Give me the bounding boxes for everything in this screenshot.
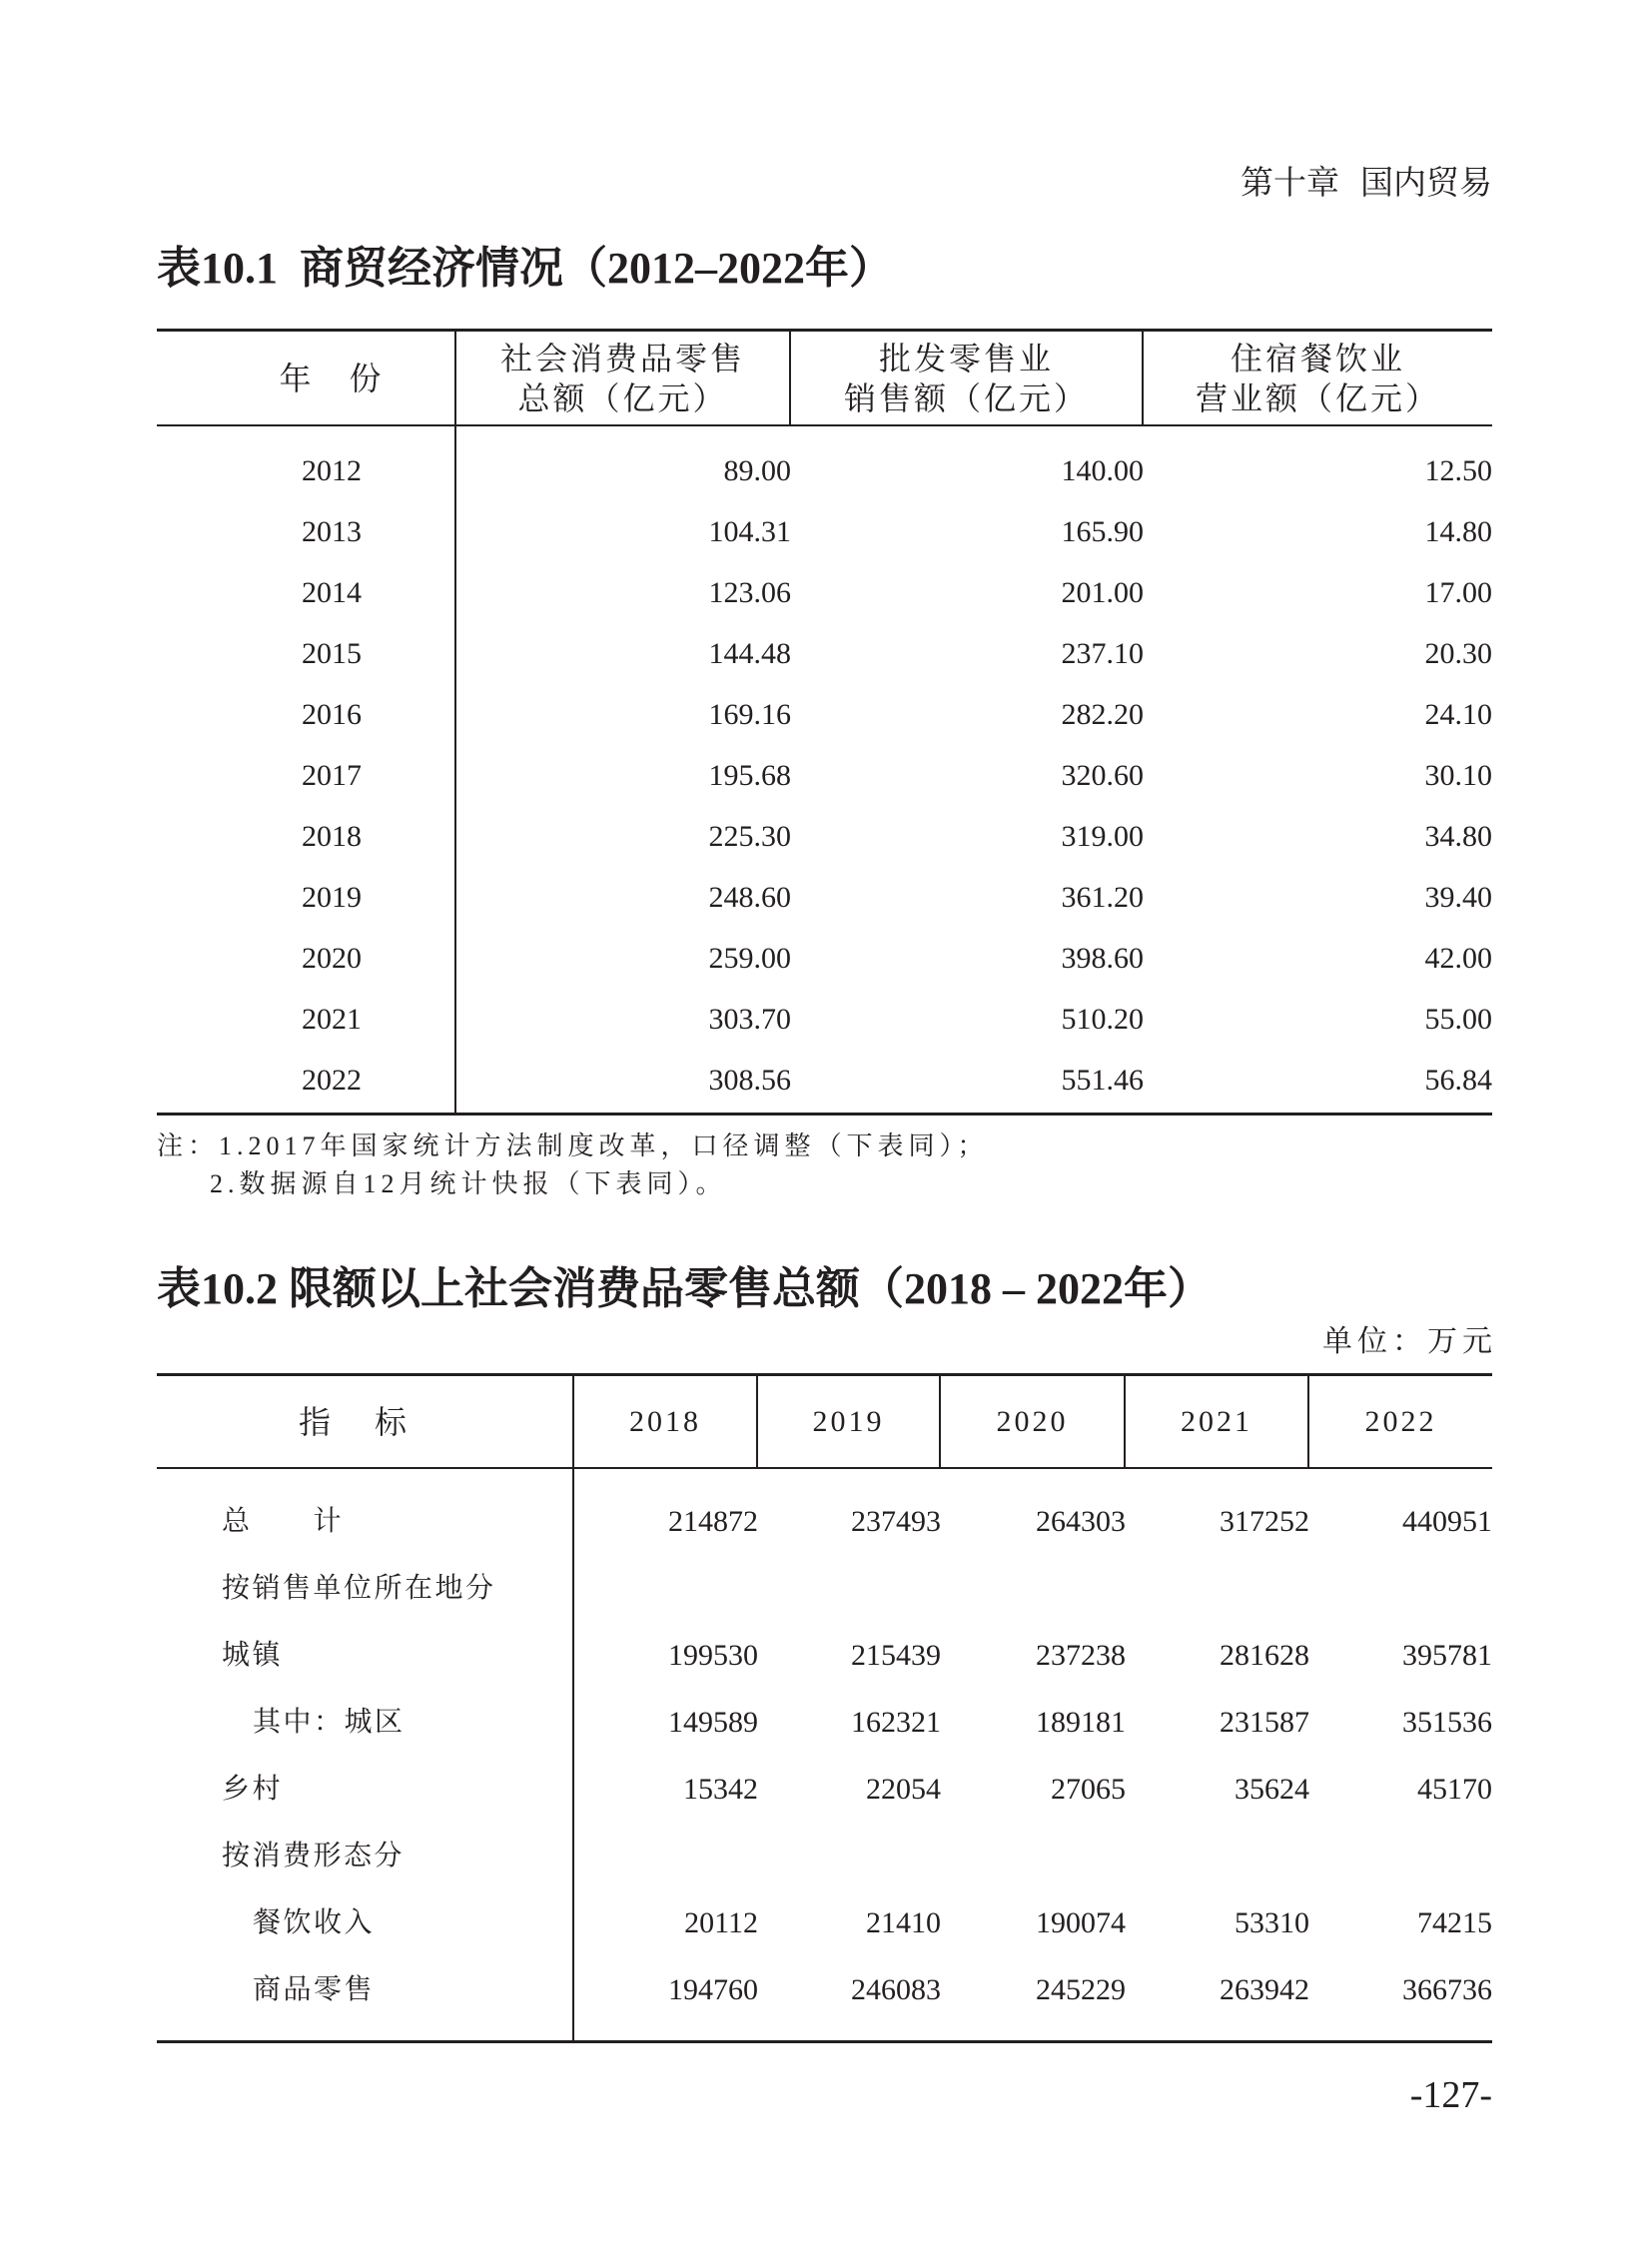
value-cell-2022 bbox=[1309, 1555, 1492, 1622]
value-cell-2019: 237493 bbox=[851, 1505, 941, 1538]
value-cell-2021 bbox=[1126, 1555, 1309, 1622]
accommodation-catering-cell: 20.30 bbox=[1424, 637, 1492, 670]
value-cell-2019: 246083 bbox=[851, 1973, 941, 2006]
accommodation-catering-cell: 24.10 bbox=[1424, 698, 1492, 731]
year-cell: 2012 bbox=[157, 440, 456, 501]
column-header-line: 营业额（亿元） bbox=[1195, 378, 1440, 417]
value-cell-2018: 214872 bbox=[668, 1505, 758, 1538]
value-cell-2021: 35624 bbox=[1235, 1773, 1309, 1806]
value-cell-2018 bbox=[574, 1555, 758, 1622]
column-header-line: 年 份 bbox=[279, 359, 385, 397]
table-row bbox=[157, 928, 1492, 989]
year-cell: 2022 bbox=[157, 1050, 456, 1111]
year-cell: 2016 bbox=[157, 684, 456, 745]
running-header-chapter: 第十章 国内贸易 bbox=[1240, 163, 1492, 202]
table-note: 注：1.2017年国家统计方法制度改革，口径调整（下表同）； bbox=[157, 1131, 989, 1160]
table-spacer bbox=[157, 426, 1492, 440]
indicator-label: 城镇 bbox=[157, 1622, 574, 1689]
value-cell-2020: 237238 bbox=[1036, 1639, 1126, 1672]
value-cell-2018: 20112 bbox=[684, 1906, 758, 1939]
page-number: -127- bbox=[1409, 2074, 1492, 2116]
wholesale-retail-sales-cell: 282.20 bbox=[1061, 698, 1144, 731]
value-cell-2022: 395781 bbox=[1402, 1639, 1492, 1672]
value-cell-2021: 263942 bbox=[1220, 1973, 1309, 2006]
table2-retail-sales-above-quota bbox=[157, 1373, 1492, 2043]
spacer-cell bbox=[758, 1469, 941, 1488]
accommodation-catering-cell: 14.80 bbox=[1424, 515, 1492, 548]
value-cell-2021: 231587 bbox=[1220, 1706, 1309, 1739]
retail-sales-cell: 123.06 bbox=[708, 576, 791, 609]
wholesale-retail-sales-cell: 140.00 bbox=[1061, 454, 1144, 487]
value-cell-2018: 194760 bbox=[668, 1973, 758, 2006]
retail-sales-cell: 248.60 bbox=[708, 881, 791, 914]
spacer-cell bbox=[574, 1469, 758, 1488]
spacer-cell bbox=[941, 1469, 1126, 1488]
value-cell-2020: 264303 bbox=[1036, 1505, 1126, 1538]
table-header-row bbox=[157, 1376, 1492, 1469]
column-header-2021: 2021 bbox=[1126, 1376, 1309, 1469]
table-row bbox=[157, 1823, 1492, 1889]
indicator-label: 乡村 bbox=[157, 1756, 574, 1823]
value-cell-2022: 45170 bbox=[1417, 1773, 1492, 1806]
value-cell-2020: 189181 bbox=[1036, 1706, 1126, 1739]
value-cell-2018: 149589 bbox=[668, 1706, 758, 1739]
wholesale-retail-sales-cell: 510.20 bbox=[1061, 1003, 1144, 1036]
table-row bbox=[157, 1488, 1492, 1555]
retail-sales-cell: 89.00 bbox=[723, 454, 791, 487]
column-header-2018: 2018 bbox=[574, 1376, 758, 1469]
accommodation-catering-cell: 55.00 bbox=[1424, 1003, 1492, 1036]
table-header-row bbox=[157, 332, 1492, 426]
value-cell-2020: 190074 bbox=[1036, 1906, 1126, 1939]
value-cell-2019: 162321 bbox=[851, 1706, 941, 1739]
table2-body bbox=[157, 1469, 1492, 2040]
table-spacer bbox=[157, 1111, 1492, 1113]
column-header-line: 销售额（亿元） bbox=[843, 378, 1089, 417]
spacer-cell bbox=[791, 1111, 1144, 1113]
column-header-retail-sales bbox=[456, 332, 791, 426]
table-row bbox=[157, 1889, 1492, 1956]
year-cell: 2017 bbox=[157, 745, 456, 806]
column-header-2019: 2019 bbox=[758, 1376, 941, 1469]
retail-sales-cell: 259.00 bbox=[708, 942, 791, 975]
spacer-cell bbox=[157, 1469, 574, 1488]
table-row bbox=[157, 623, 1492, 684]
value-cell-2022: 440951 bbox=[1402, 1505, 1492, 1538]
wholesale-retail-sales-cell: 361.20 bbox=[1061, 881, 1144, 914]
wholesale-retail-sales-cell: 165.90 bbox=[1061, 515, 1144, 548]
table2-unit: 单位：万元 bbox=[1322, 1325, 1497, 1358]
retail-sales-cell: 303.70 bbox=[708, 1003, 791, 1036]
table-note: 2.数据源自12月统计快报（下表同）。 bbox=[210, 1169, 727, 1198]
wholesale-retail-sales-cell: 320.60 bbox=[1061, 759, 1144, 792]
table-row bbox=[157, 867, 1492, 928]
table-row bbox=[157, 1689, 1492, 1756]
value-cell-2020 bbox=[941, 1823, 1126, 1889]
spacer-cell bbox=[157, 1111, 456, 1113]
wholesale-retail-sales-cell: 237.10 bbox=[1061, 637, 1144, 670]
year-cell: 2021 bbox=[157, 989, 456, 1050]
column-header-line: 批发零售业 bbox=[878, 339, 1054, 377]
retail-sales-cell: 144.48 bbox=[708, 637, 791, 670]
accommodation-catering-cell: 30.10 bbox=[1424, 759, 1492, 792]
retail-sales-cell: 308.56 bbox=[708, 1064, 791, 1097]
table-spacer bbox=[157, 2023, 1492, 2040]
table1-body bbox=[157, 426, 1492, 1113]
value-cell-2019: 215439 bbox=[851, 1639, 941, 1672]
indicator-label: 按销售单位所在地分 bbox=[157, 1555, 574, 1622]
value-cell-2021 bbox=[1126, 1823, 1309, 1889]
table-row bbox=[157, 989, 1492, 1050]
value-cell-2022: 366736 bbox=[1402, 1973, 1492, 2006]
column-header-year bbox=[157, 332, 456, 426]
value-cell-2021: 317252 bbox=[1220, 1505, 1309, 1538]
value-cell-2020: 245229 bbox=[1036, 1973, 1126, 2006]
spacer-cell bbox=[1126, 2023, 1309, 2040]
column-header-indicator: 指 标 bbox=[157, 1376, 574, 1469]
value-cell-2019 bbox=[758, 1555, 941, 1622]
spacer-cell bbox=[941, 2023, 1126, 2040]
year-cell: 2018 bbox=[157, 806, 456, 867]
value-cell-2019: 22054 bbox=[866, 1773, 941, 1806]
spacer-cell bbox=[1309, 2023, 1492, 2040]
value-cell-2022: 74215 bbox=[1417, 1906, 1492, 1939]
column-header-line: 社会消费品零售 bbox=[499, 339, 745, 377]
value-cell-2021: 53310 bbox=[1235, 1906, 1309, 1939]
value-cell-2021: 281628 bbox=[1220, 1639, 1309, 1672]
spacer-cell bbox=[1126, 1469, 1309, 1488]
retail-sales-cell: 225.30 bbox=[708, 820, 791, 853]
accommodation-catering-cell: 42.00 bbox=[1424, 942, 1492, 975]
accommodation-catering-cell: 39.40 bbox=[1424, 881, 1492, 914]
spacer-cell bbox=[1309, 1469, 1492, 1488]
year-cell: 2014 bbox=[157, 562, 456, 623]
indicator-label: 总 计 bbox=[157, 1488, 574, 1555]
table-row bbox=[157, 1622, 1492, 1689]
value-cell-2020 bbox=[941, 1555, 1126, 1622]
table-row bbox=[157, 1555, 1492, 1622]
spacer-cell bbox=[456, 426, 791, 440]
value-cell-2019: 21410 bbox=[866, 1906, 941, 1939]
accommodation-catering-cell: 17.00 bbox=[1424, 576, 1492, 609]
table-spacer bbox=[157, 1469, 1492, 1488]
column-header-line: 住宿餐饮业 bbox=[1230, 339, 1405, 377]
year-cell: 2015 bbox=[157, 623, 456, 684]
column-header-accommodation-catering bbox=[1144, 332, 1492, 426]
column-header-line: 总额（亿元） bbox=[517, 378, 728, 417]
column-header-2020: 2020 bbox=[941, 1376, 1126, 1469]
spacer-cell bbox=[574, 2023, 758, 2040]
year-cell: 2020 bbox=[157, 928, 456, 989]
value-cell-2022 bbox=[1309, 1823, 1492, 1889]
indicator-label: 其中：城区 bbox=[157, 1689, 574, 1756]
value-cell-2018: 15342 bbox=[683, 1773, 758, 1806]
table1-title: 表10.1 商贸经济情况（2012–2022年） bbox=[157, 244, 893, 293]
wholesale-retail-sales-cell: 398.60 bbox=[1061, 942, 1144, 975]
table-row bbox=[157, 1756, 1492, 1823]
retail-sales-cell: 104.31 bbox=[708, 515, 791, 548]
column-header-wholesale-retail-sales bbox=[791, 332, 1144, 426]
table1-trade-economy bbox=[157, 329, 1492, 1116]
spacer-cell bbox=[758, 2023, 941, 2040]
table-row bbox=[157, 806, 1492, 867]
year-cell: 2013 bbox=[157, 501, 456, 562]
value-cell-2018: 199530 bbox=[668, 1639, 758, 1672]
column-header-2022: 2022 bbox=[1309, 1376, 1492, 1469]
value-cell-2020: 27065 bbox=[1051, 1773, 1126, 1806]
spacer-cell bbox=[791, 426, 1144, 440]
accommodation-catering-cell: 56.84 bbox=[1424, 1064, 1492, 1097]
table-row bbox=[157, 501, 1492, 562]
table-row bbox=[157, 745, 1492, 806]
indicator-label: 餐饮收入 bbox=[157, 1889, 574, 1956]
spacer-cell bbox=[157, 2023, 574, 2040]
accommodation-catering-cell: 12.50 bbox=[1424, 454, 1492, 487]
indicator-label: 按消费形态分 bbox=[157, 1823, 574, 1889]
spacer-cell bbox=[157, 426, 456, 440]
spacer-cell bbox=[1144, 426, 1492, 440]
table-row bbox=[157, 684, 1492, 745]
table-row bbox=[157, 440, 1492, 501]
accommodation-catering-cell: 34.80 bbox=[1424, 820, 1492, 853]
spacer-cell bbox=[456, 1111, 791, 1113]
retail-sales-cell: 195.68 bbox=[708, 759, 791, 792]
value-cell-2022: 351536 bbox=[1402, 1706, 1492, 1739]
wholesale-retail-sales-cell: 201.00 bbox=[1061, 576, 1144, 609]
table-row bbox=[157, 1956, 1492, 2023]
value-cell-2019 bbox=[758, 1823, 941, 1889]
spacer-cell bbox=[1144, 1111, 1492, 1113]
indicator-label: 商品零售 bbox=[157, 1956, 574, 2023]
table-row bbox=[157, 562, 1492, 623]
value-cell-2018 bbox=[574, 1823, 758, 1889]
wholesale-retail-sales-cell: 319.00 bbox=[1061, 820, 1144, 853]
table2-title: 表10.2 限额以上社会消费品零售总额（2018 – 2022年） bbox=[157, 1264, 1212, 1313]
wholesale-retail-sales-cell: 551.46 bbox=[1061, 1064, 1144, 1097]
retail-sales-cell: 169.16 bbox=[708, 698, 791, 731]
table-row bbox=[157, 1050, 1492, 1111]
year-cell: 2019 bbox=[157, 867, 456, 928]
